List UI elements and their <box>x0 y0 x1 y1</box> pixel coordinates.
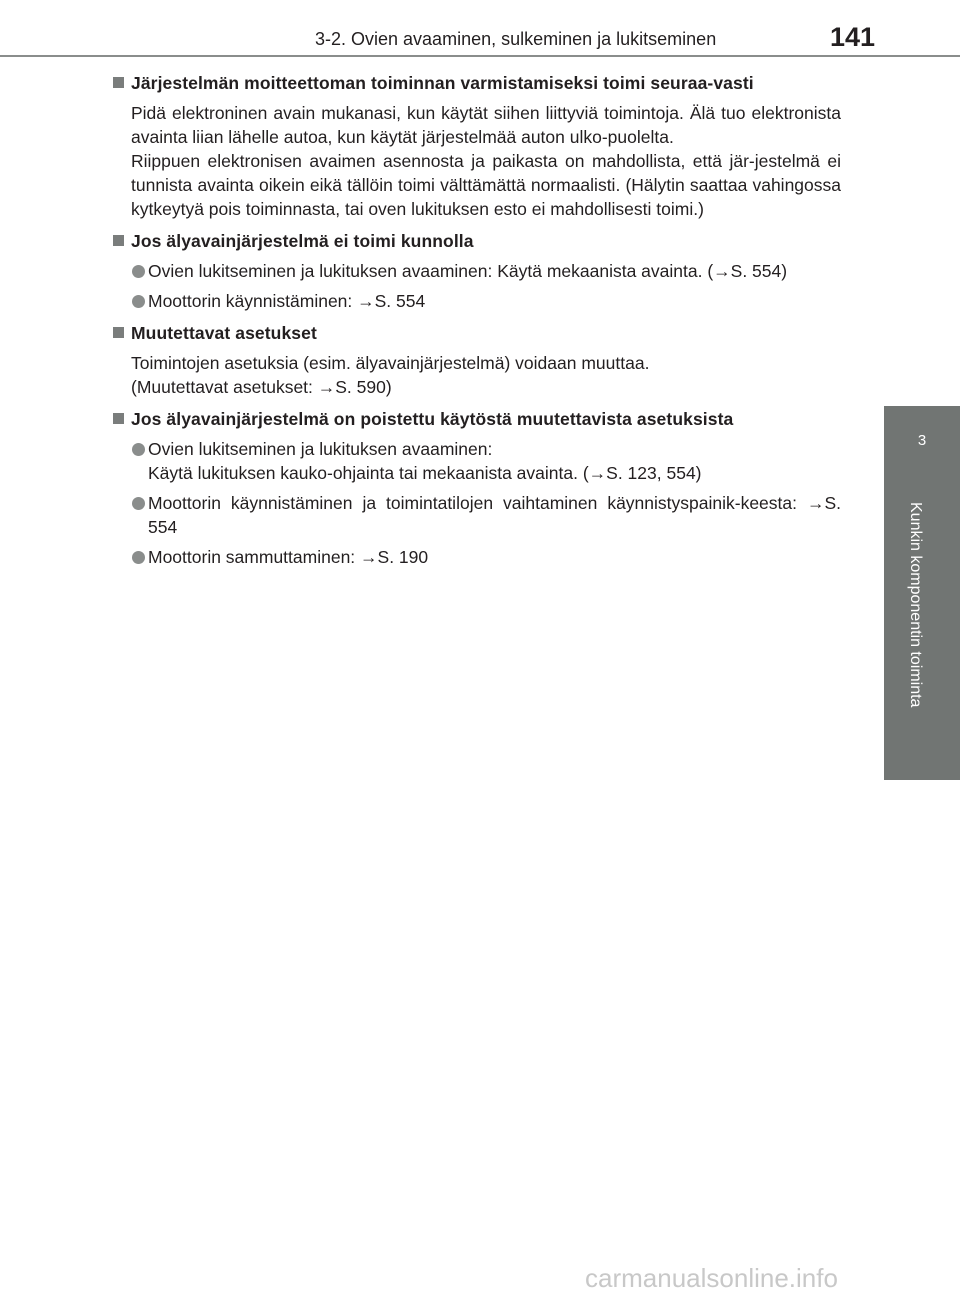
chapter-side-tab <box>884 406 960 780</box>
list-item-text: Moottorin käynnistäminen: →S. 554 <box>148 291 426 311</box>
section-system-operation <box>111 71 841 221</box>
paragraph: Toimintojen asetuksia (esim. älyavainjärjestelmä) voidaan muuttaa. <box>131 353 650 373</box>
section-heading-text: Järjestelmän moitteettoman toiminnan varmistamiseksi toimi seuraa-vasti <box>131 73 754 93</box>
list-item <box>111 289 841 313</box>
square-bullet-icon <box>113 327 124 338</box>
page-content <box>111 71 841 577</box>
chapter-label: Kunkin komponentin toiminta <box>907 502 924 708</box>
round-bullet-icon <box>132 551 145 564</box>
list-item <box>111 491 841 539</box>
section-heading-text: Jos älyavainjärjestelmä on poistettu käytöstä muutettavista asetuksista <box>131 409 734 429</box>
header-divider <box>0 55 960 57</box>
round-bullet-icon <box>132 295 145 308</box>
square-bullet-icon <box>113 77 124 88</box>
section-heading <box>111 407 841 431</box>
square-bullet-icon <box>113 235 124 246</box>
paragraph: Riippuen elektronisen avaimen asennosta ja paikasta on mahdollista, että jär-jestelmä ei tunnista avainta oikein eikä tällöin toimi välttämättä normaalisti. (Hälytin saattaa vahingossa kytkeytyä pois toiminnasta, tai oven lukituksen esto ei mahdollisesti toimi.) <box>131 151 841 219</box>
list-item <box>111 259 841 283</box>
section-heading <box>111 71 841 95</box>
list-item-text: Ovien lukitseminen ja lukituksen avaaminen: <box>148 439 493 459</box>
page-header <box>0 0 960 60</box>
square-bullet-icon <box>113 413 124 424</box>
list-item <box>111 545 841 569</box>
section-custom-settings <box>111 321 841 399</box>
round-bullet-icon <box>132 265 145 278</box>
list-item-continuation: Käytä lukituksen kauko-ohjainta tai mekaanista avainta. (→S. 123, 554) <box>148 463 702 483</box>
section-heading <box>111 229 841 253</box>
list-item <box>111 437 841 485</box>
round-bullet-icon <box>132 497 145 510</box>
list-item-text: Moottorin sammuttaminen: →S. 190 <box>148 547 429 567</box>
list-item-text: Ovien lukitseminen ja lukituksen avaaminen: Käytä mekaanista avainta. (→S. 554) <box>148 261 788 281</box>
chapter-title: 3-2. Ovien avaaminen, sulkeminen ja lukitseminen <box>315 29 717 49</box>
paragraph: (Muutettavat asetukset: →S. 590) <box>131 377 392 397</box>
round-bullet-icon <box>132 443 145 456</box>
section-heading <box>111 321 841 345</box>
section-heading-text: Muutettavat asetukset <box>131 323 317 343</box>
list-item-text: Moottorin käynnistäminen ja toimintatilojen vaihtaminen käynnistyspainik-keesta: →S. 554 <box>148 493 841 537</box>
section-malfunction <box>111 229 841 313</box>
section-heading-text: Jos älyavainjärjestelmä ei toimi kunnolla <box>131 231 474 251</box>
chapter-number: 3 <box>917 432 927 449</box>
paragraph: Pidä elektroninen avain mukanasi, kun käytät siihen liittyviä toimintoja. Älä tuo elektronista avainta liian lähelle autoa, kun käytät järjestelmää auton ulko-puolelta. <box>131 103 841 147</box>
page-number: 141 <box>830 22 876 52</box>
watermark-site: carmanualsonline.info <box>585 1263 838 1293</box>
section-disabled-system <box>111 407 841 569</box>
